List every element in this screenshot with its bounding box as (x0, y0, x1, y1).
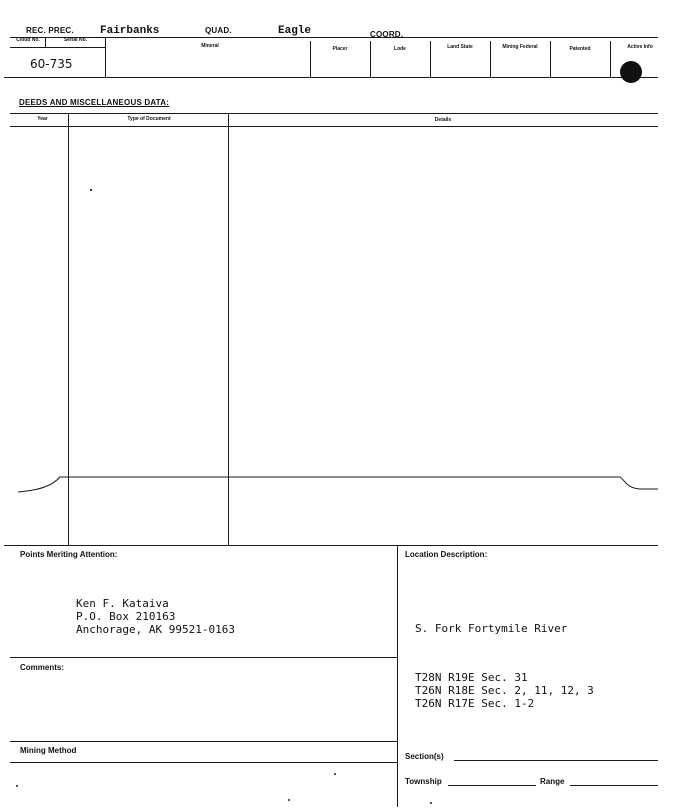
col-mineral: Mineral (201, 43, 219, 49)
address-line-2: P.O. Box 210163 (76, 610, 176, 623)
header-mid-line (10, 47, 105, 48)
quad-label: QUAD. (205, 26, 232, 35)
mining-top-line (10, 741, 397, 742)
divider (430, 41, 431, 77)
deeds-col-details: Details (434, 117, 452, 123)
col-patented: Patented (569, 46, 591, 52)
header-top-line (10, 37, 658, 38)
mining-method-label: Mining Method (20, 746, 77, 755)
location-river: S. Fork Fortymile River (415, 622, 568, 635)
deeds-col-type: Type of Document (127, 116, 171, 122)
quad-value: Eagle (278, 25, 312, 37)
speck (16, 785, 18, 787)
speck (288, 799, 290, 801)
tear-line (0, 470, 678, 496)
active-dot (620, 61, 642, 83)
range-field-line[interactable] (570, 785, 658, 786)
divider (490, 41, 491, 77)
col-cloud-no: Cloud No. (16, 37, 40, 43)
range-label: Range (540, 777, 565, 786)
speck (90, 189, 92, 191)
col-active: Active Info (627, 44, 653, 50)
sections-field-line[interactable] (454, 760, 658, 761)
cloud-no-value: 60-735 (30, 57, 73, 71)
bottom-top-line (4, 545, 658, 546)
comments-top-line (10, 657, 397, 658)
location-section-3: T26N R17E Sec. 1-2 (415, 697, 535, 710)
township-label: Township (405, 777, 442, 786)
location-label: Location Description: (405, 550, 488, 559)
divider (45, 37, 46, 47)
sections-label: Section(s) (405, 752, 444, 761)
speck (334, 773, 336, 775)
col-land-state: Land State (447, 44, 473, 50)
comments-label: Comments: (20, 663, 65, 672)
deeds-top-line (10, 113, 658, 114)
location-section-2: T26N R18E Sec. 2, 11, 12, 3 (415, 684, 594, 697)
rec-prec-value: Fairbanks (100, 25, 160, 37)
location-section-1: T28N R19E Sec. 31 (415, 671, 528, 684)
deeds-header-line (10, 126, 658, 127)
deeds-col-year: Year (37, 116, 48, 122)
col-serial-no: Serial No. (63, 37, 88, 43)
divider (105, 37, 106, 77)
speck (430, 802, 432, 804)
address-line-3: Anchorage, AK 99521-0163 (76, 623, 235, 636)
bottom-center-divider (397, 545, 398, 807)
address-line-1: Ken F. Kataiva (76, 597, 169, 610)
rec-prec-label: REC. PREC. (26, 26, 74, 35)
col-mining-federal: Mining Federal (502, 44, 538, 50)
coord-label: COORD. (370, 30, 404, 39)
header-bottom-line (4, 77, 658, 78)
points-label: Points Meriting Attention: (20, 550, 118, 559)
col-placer: Placer (332, 46, 348, 52)
divider (610, 41, 611, 77)
township-field-line[interactable] (448, 785, 536, 786)
col-lode: Lode (394, 46, 406, 52)
mining-bottom-line (10, 762, 397, 763)
deeds-title: DEEDS AND MISCELLANEOUS DATA: (19, 98, 170, 107)
